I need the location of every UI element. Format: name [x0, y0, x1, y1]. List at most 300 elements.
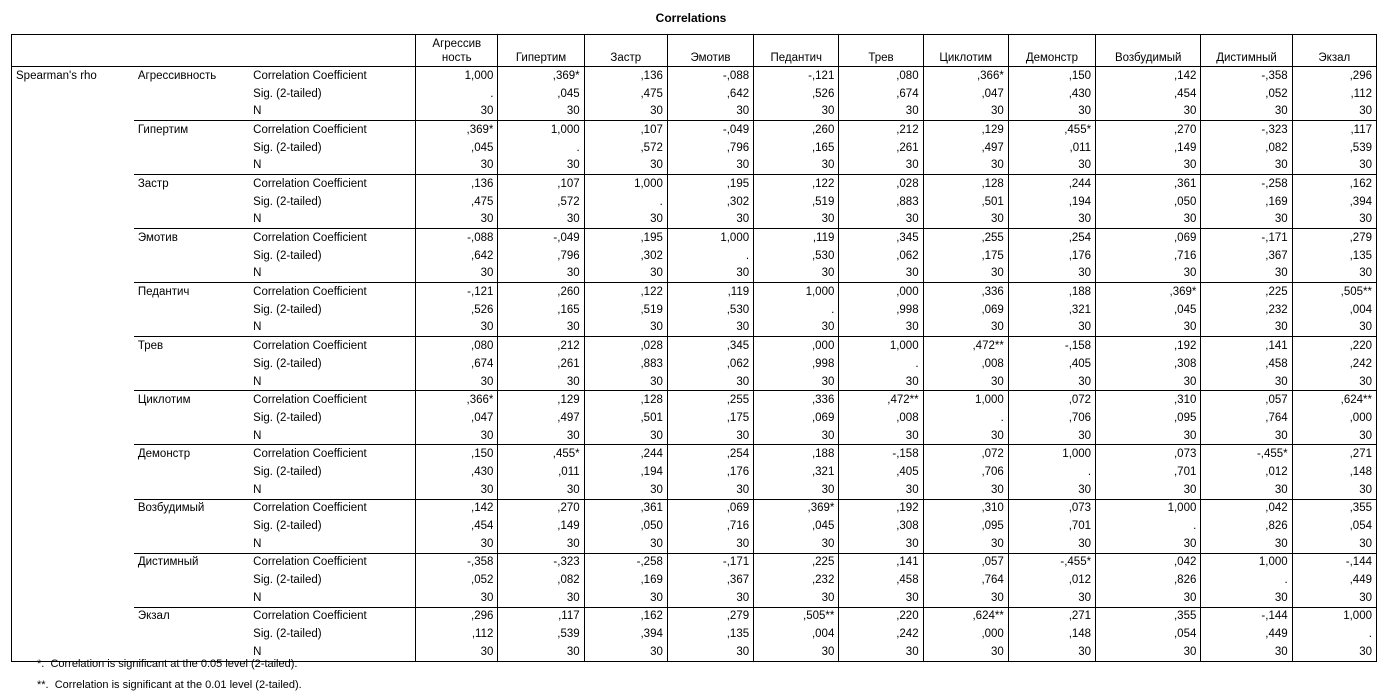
table-cell: ,519 — [584, 301, 667, 319]
table-cell: 30 — [667, 265, 753, 283]
table-cell: 30 — [584, 211, 667, 229]
row-variable-spacer — [134, 319, 249, 337]
table-cell: 1,000 — [923, 391, 1008, 409]
table-cell: 30 — [1008, 643, 1095, 661]
column-header: Дистимный — [1201, 35, 1292, 67]
table-cell: 30 — [839, 589, 923, 607]
table-cell: 30 — [923, 373, 1008, 391]
table-cell: 30 — [584, 319, 667, 337]
table-cell: 30 — [1008, 319, 1095, 337]
table-cell: ,195 — [667, 175, 753, 193]
table-cell: ,220 — [1292, 337, 1376, 355]
table-cell: 30 — [754, 373, 839, 391]
table-cell: 30 — [584, 589, 667, 607]
table-cell: ,336 — [923, 283, 1008, 301]
table-cell: ,244 — [1008, 175, 1095, 193]
table-cell: 1,000 — [839, 337, 923, 355]
table-cell: ,195 — [584, 229, 667, 247]
table-cell: -,144 — [1201, 607, 1292, 625]
table-cell: ,011 — [1008, 139, 1095, 157]
table-cell: ,519 — [754, 193, 839, 211]
table-cell: ,430 — [416, 463, 498, 481]
table-cell: ,128 — [923, 175, 1008, 193]
rho-spacer — [12, 625, 134, 643]
table-row — [12, 391, 1377, 409]
table-cell: ,069 — [754, 409, 839, 427]
rho-spacer — [12, 571, 134, 589]
table-cell: ,716 — [1096, 247, 1201, 265]
table-cell: 30 — [1201, 319, 1292, 337]
table-cell: ,244 — [584, 445, 667, 463]
table-cell: ,112 — [416, 625, 498, 643]
table-cell: 30 — [923, 535, 1008, 553]
table-cell: 30 — [1201, 211, 1292, 229]
table-cell: 30 — [1096, 643, 1201, 661]
row-variable-spacer — [134, 427, 249, 445]
table-cell: ,062 — [839, 247, 923, 265]
table-cell: ,162 — [1292, 175, 1376, 193]
table-cell: 30 — [1201, 589, 1292, 607]
table-cell: ,012 — [1008, 571, 1095, 589]
table-cell: ,045 — [416, 139, 498, 157]
table-cell: ,394 — [584, 625, 667, 643]
table-cell: 30 — [1096, 589, 1201, 607]
statistic-label: Correlation Coefficient — [249, 499, 415, 517]
table-cell: ,369* — [416, 121, 498, 139]
table-cell: ,225 — [754, 553, 839, 571]
table-cell: ,706 — [1008, 409, 1095, 427]
table-cell: ,129 — [498, 391, 584, 409]
table-cell: . — [1201, 571, 1292, 589]
table-cell: 30 — [416, 481, 498, 499]
table-cell: ,119 — [667, 283, 753, 301]
table-cell: ,047 — [416, 409, 498, 427]
table-row — [12, 121, 1377, 139]
table-cell: ,054 — [1096, 625, 1201, 643]
table-cell: ,302 — [584, 247, 667, 265]
table-cell: 30 — [584, 481, 667, 499]
table-row — [12, 409, 1377, 427]
table-row — [12, 156, 1377, 174]
rho-spacer — [12, 517, 134, 535]
table-cell: 30 — [1201, 535, 1292, 553]
table-cell: 30 — [667, 481, 753, 499]
table-cell: . — [498, 139, 584, 157]
table-cell: ,883 — [584, 355, 667, 373]
rho-spacer — [12, 211, 134, 229]
column-header: Гипертим — [498, 35, 584, 67]
table-cell: ,004 — [754, 625, 839, 643]
table-cell: ,321 — [1008, 301, 1095, 319]
table-cell: 30 — [1292, 589, 1376, 607]
row-variable-spacer — [134, 517, 249, 535]
table-cell: ,069 — [667, 499, 753, 517]
table-cell: ,212 — [498, 337, 584, 355]
table-cell: ,000 — [1292, 409, 1376, 427]
rho-spacer — [12, 427, 134, 445]
table-cell: ,122 — [584, 283, 667, 301]
row-variable-spacer — [134, 373, 249, 391]
table-cell: ,642 — [416, 247, 498, 265]
row-variable-spacer — [134, 301, 249, 319]
table-cell: ,336 — [754, 391, 839, 409]
table-cell: ,505** — [754, 607, 839, 625]
table-cell: ,148 — [1292, 463, 1376, 481]
row-variable-label: Демонстр — [134, 445, 249, 463]
table-cell: ,405 — [839, 463, 923, 481]
column-header: Застр — [584, 35, 667, 67]
statistic-label: Correlation Coefficient — [249, 283, 415, 301]
table-cell: -,323 — [1201, 121, 1292, 139]
table-cell: -,158 — [839, 445, 923, 463]
table-cell: 30 — [839, 211, 923, 229]
table-cell: ,119 — [754, 229, 839, 247]
table-cell: ,069 — [923, 301, 1008, 319]
table-cell: ,117 — [498, 607, 584, 625]
table-cell: ,296 — [416, 607, 498, 625]
table-cell: ,000 — [754, 337, 839, 355]
rho-spacer — [12, 85, 134, 103]
column-header: Циклотим — [923, 35, 1008, 67]
row-variable-label: Эмотив — [134, 229, 249, 247]
table-cell: ,150 — [416, 445, 498, 463]
statistic-label: Sig. (2-tailed) — [253, 411, 322, 424]
table-cell: 30 — [839, 102, 923, 120]
table-cell: . — [1096, 517, 1201, 535]
statistic-label: Sig. (2-tailed) — [253, 357, 322, 370]
table-row — [12, 193, 1377, 211]
table-cell: 30 — [839, 481, 923, 499]
table-cell: ,701 — [1096, 463, 1201, 481]
table-cell: 30 — [498, 427, 584, 445]
statistic-label: Correlation Coefficient — [249, 175, 415, 193]
table-cell: ,148 — [1008, 625, 1095, 643]
table-cell: 30 — [1201, 156, 1292, 174]
footnote-significance-005: *. Correlation is significant at the 0.05 level (2-tailed). — [37, 658, 298, 670]
table-cell: ,497 — [498, 409, 584, 427]
rho-spacer — [12, 265, 134, 283]
table-cell: 30 — [1096, 427, 1201, 445]
rho-spacer — [12, 355, 134, 373]
table-row — [12, 571, 1377, 589]
statistic-label: Sig. (2-tailed) — [253, 195, 322, 208]
row-variable-spacer — [134, 625, 249, 643]
table-cell: ,050 — [584, 517, 667, 535]
statistic-label: Sig. (2-tailed) — [253, 87, 322, 100]
row-variable-spacer — [134, 156, 249, 174]
column-header: Педантич — [754, 35, 839, 67]
table-cell: ,188 — [1008, 283, 1095, 301]
table-cell: ,082 — [498, 571, 584, 589]
table-cell: 30 — [1292, 643, 1376, 661]
table-cell: 30 — [498, 102, 584, 120]
table-cell: ,054 — [1292, 517, 1376, 535]
table-cell: ,449 — [1292, 571, 1376, 589]
table-cell: ,052 — [1201, 85, 1292, 103]
table-cell: 30 — [754, 535, 839, 553]
table-cell: ,045 — [754, 517, 839, 535]
table-cell: -,358 — [1201, 67, 1292, 85]
table-cell: 30 — [667, 589, 753, 607]
table-cell: ,355 — [1292, 499, 1376, 517]
table-row — [12, 85, 1377, 103]
table-cell: ,149 — [498, 517, 584, 535]
statistic-label: N — [253, 429, 262, 442]
table-cell: . — [1292, 625, 1376, 643]
table-cell: ,057 — [923, 553, 1008, 571]
table-cell: ,642 — [667, 85, 753, 103]
header-corner-2 — [134, 35, 249, 67]
table-cell: 30 — [584, 427, 667, 445]
table-cell: 30 — [416, 156, 498, 174]
statistic-label: N — [253, 159, 262, 172]
table-cell: ,136 — [584, 67, 667, 85]
statistic-label: Sig. (2-tailed) — [253, 628, 322, 641]
table-cell: ,345 — [839, 229, 923, 247]
table-row — [12, 102, 1377, 120]
table-cell: 30 — [416, 427, 498, 445]
table-row — [12, 265, 1377, 283]
table-cell: ,212 — [839, 121, 923, 139]
table-row — [12, 247, 1377, 265]
correlations-table — [11, 34, 1377, 662]
rho-spacer — [12, 301, 134, 319]
rho-spacer — [12, 463, 134, 481]
table-cell: ,255 — [667, 391, 753, 409]
table-cell: -,121 — [416, 283, 498, 301]
table-cell: 30 — [416, 319, 498, 337]
statistic-label: N — [253, 591, 262, 604]
table-cell: ,129 — [923, 121, 1008, 139]
table-cell: ,232 — [1201, 301, 1292, 319]
table-cell: ,142 — [416, 499, 498, 517]
table-cell: . — [584, 193, 667, 211]
table-cell: 30 — [667, 156, 753, 174]
rho-spacer — [12, 337, 134, 355]
table-cell: 30 — [416, 589, 498, 607]
rho-spacer — [12, 283, 134, 301]
table-cell: 30 — [839, 427, 923, 445]
table-cell: ,194 — [1008, 193, 1095, 211]
table-cell: 30 — [584, 535, 667, 553]
table-cell: ,764 — [923, 571, 1008, 589]
column-header: Экзал — [1292, 35, 1376, 67]
row-variable-spacer — [134, 571, 249, 589]
statistic-label: N — [249, 643, 415, 661]
table-cell: 30 — [416, 373, 498, 391]
table-cell: 1,000 — [498, 121, 584, 139]
table-cell: 30 — [923, 481, 1008, 499]
table-cell: 30 — [498, 589, 584, 607]
table-cell: 30 — [667, 535, 753, 553]
table-cell: -,049 — [498, 229, 584, 247]
statistic-label: N — [253, 267, 262, 280]
table-cell: 30 — [667, 643, 753, 661]
table-cell: ,826 — [1096, 571, 1201, 589]
table-cell: ,345 — [667, 337, 753, 355]
table-cell: ,107 — [584, 121, 667, 139]
table-cell: ,162 — [584, 607, 667, 625]
table-cell: ,998 — [839, 301, 923, 319]
table-cell: 30 — [839, 643, 923, 661]
table-cell: 30 — [1201, 265, 1292, 283]
table-cell: ,175 — [667, 409, 753, 427]
table-cell: ,369* — [1096, 283, 1201, 301]
table-cell: 1,000 — [667, 229, 753, 247]
table-row — [12, 319, 1377, 337]
table-cell: ,369* — [754, 499, 839, 517]
table-cell: 30 — [1292, 481, 1376, 499]
table-cell: ,260 — [498, 283, 584, 301]
rho-spacer — [12, 156, 134, 174]
table-cell: ,270 — [498, 499, 584, 517]
statistic-label: Sig. (2-tailed) — [253, 574, 322, 587]
rho-spacer — [12, 247, 134, 265]
table-cell: ,472** — [839, 391, 923, 409]
row-variable-spacer — [134, 193, 249, 211]
table-cell: 30 — [416, 265, 498, 283]
row-variable-label: Дистимный — [134, 553, 249, 571]
table-cell: 1,000 — [416, 67, 498, 85]
table-cell: 30 — [1292, 427, 1376, 445]
rho-spacer — [12, 409, 134, 427]
table-row — [12, 283, 1377, 301]
row-variable-label: Циклотим — [134, 391, 249, 409]
table-cell: 30 — [416, 211, 498, 229]
table-cell: 30 — [1292, 102, 1376, 120]
table-cell: 30 — [416, 643, 498, 661]
statistic-label: Sig. (2-tailed) — [253, 465, 322, 478]
table-cell: ,012 — [1201, 463, 1292, 481]
table-cell: -,158 — [1008, 337, 1095, 355]
table-row — [12, 589, 1377, 607]
table-cell: 30 — [667, 211, 753, 229]
table-cell: 30 — [754, 643, 839, 661]
table-cell: ,310 — [923, 499, 1008, 517]
table-cell: 30 — [416, 102, 498, 120]
table-cell: 30 — [839, 373, 923, 391]
table-cell: ,117 — [1292, 121, 1376, 139]
table-cell: 30 — [839, 156, 923, 174]
table-cell: ,008 — [923, 355, 1008, 373]
table-cell: ,225 — [1201, 283, 1292, 301]
table-row — [12, 301, 1377, 319]
row-variable-label: Педантич — [134, 283, 249, 301]
table-cell: ,449 — [1201, 625, 1292, 643]
table-cell: -,088 — [416, 229, 498, 247]
statistic-label: N — [253, 537, 262, 550]
table-cell: 30 — [754, 156, 839, 174]
row-variable-spacer — [134, 102, 249, 120]
table-cell: -,358 — [416, 553, 498, 571]
table-row — [12, 517, 1377, 535]
table-cell: 30 — [1008, 211, 1095, 229]
table-cell: ,095 — [923, 517, 1008, 535]
spearman-rho-label: Spearman's rho — [12, 67, 134, 85]
row-variable-spacer — [134, 139, 249, 157]
header-row — [12, 35, 1377, 67]
table-cell: ,142 — [1096, 67, 1201, 85]
rho-spacer — [12, 139, 134, 157]
row-variable-spacer — [134, 481, 249, 499]
table-cell: ,080 — [839, 67, 923, 85]
rho-spacer — [12, 553, 134, 571]
table-cell: 30 — [498, 265, 584, 283]
table-cell: 30 — [1292, 211, 1376, 229]
table-cell: ,047 — [923, 85, 1008, 103]
table-row — [12, 229, 1377, 247]
table-cell: ,045 — [1096, 301, 1201, 319]
table-cell: 30 — [754, 481, 839, 499]
table-row — [12, 337, 1377, 355]
table-cell: ,136 — [416, 175, 498, 193]
rho-spacer — [12, 373, 134, 391]
row-variable-label: Гипертим — [134, 121, 249, 139]
row-variable-label: Возбудимый — [134, 499, 249, 517]
rho-spacer — [12, 319, 134, 337]
table-cell: . — [667, 247, 753, 265]
table-cell: 30 — [667, 373, 753, 391]
table-cell: 30 — [1096, 102, 1201, 120]
statistic-label: Correlation Coefficient — [249, 229, 415, 247]
table-cell: ,998 — [754, 355, 839, 373]
table-cell: -,323 — [498, 553, 584, 571]
table-cell: ,475 — [416, 193, 498, 211]
table-cell: 30 — [498, 156, 584, 174]
table-cell: 30 — [923, 589, 1008, 607]
table-cell: 30 — [1096, 319, 1201, 337]
table-cell: ,192 — [839, 499, 923, 517]
table-cell: ,057 — [1201, 391, 1292, 409]
table-cell: 30 — [923, 211, 1008, 229]
table-cell: ,472** — [923, 337, 1008, 355]
table-cell: ,141 — [839, 553, 923, 571]
table-cell: ,624** — [923, 607, 1008, 625]
table-cell: 30 — [584, 265, 667, 283]
table-cell: ,883 — [839, 193, 923, 211]
table-cell: 1,000 — [1201, 553, 1292, 571]
table-cell: ,455* — [1008, 121, 1095, 139]
table-cell: ,242 — [839, 625, 923, 643]
table-cell: ,073 — [1008, 499, 1095, 517]
row-variable-spacer — [134, 535, 249, 553]
table-cell: 30 — [498, 481, 584, 499]
table-cell: -,455* — [1201, 445, 1292, 463]
table-cell: ,169 — [584, 571, 667, 589]
table-cell: ,279 — [667, 607, 753, 625]
row-variable-spacer — [134, 265, 249, 283]
table-cell: ,169 — [1201, 193, 1292, 211]
rho-spacer — [12, 121, 134, 139]
table-cell: 30 — [1201, 643, 1292, 661]
table-cell: 30 — [754, 211, 839, 229]
table-cell: 30 — [1008, 535, 1095, 553]
table-cell: ,405 — [1008, 355, 1095, 373]
table-cell: ,141 — [1201, 337, 1292, 355]
table-cell: ,175 — [923, 247, 1008, 265]
table-cell: . — [754, 301, 839, 319]
row-variable-spacer — [134, 247, 249, 265]
table-row — [12, 535, 1377, 553]
table-cell: ,454 — [416, 517, 498, 535]
table-cell: ,526 — [416, 301, 498, 319]
table-cell: ,826 — [1201, 517, 1292, 535]
rho-spacer — [12, 499, 134, 517]
table-cell: ,176 — [667, 463, 753, 481]
table-cell: ,796 — [667, 139, 753, 157]
table-cell: 30 — [416, 535, 498, 553]
table-cell: 30 — [1096, 481, 1201, 499]
